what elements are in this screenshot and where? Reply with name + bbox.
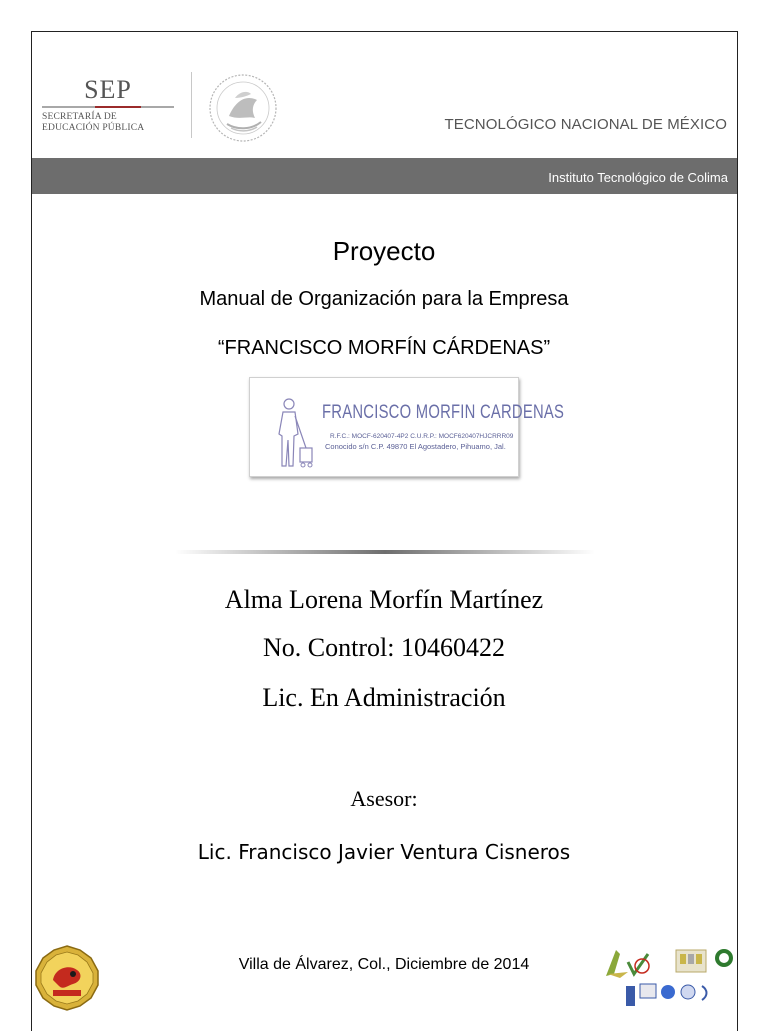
sep-logo: [42, 76, 174, 134]
card-address: Conocido s/n C.P. 49870 El Agostadero, Pihuamo, Jal.: [325, 442, 506, 451]
header-divider: [191, 72, 192, 138]
career: Lic. En Administración: [262, 683, 506, 712]
company-card-image: [249, 377, 565, 477]
itc-logo-icon: [33, 944, 101, 1012]
card-ids: R.F.C.: MOCF-620407-4P2 C.U.R.P.: MOCF620407HJCRRR09: [330, 433, 514, 440]
institute-name: Instituto Tecnológico de Colima: [548, 170, 728, 185]
sep-subtitle-line2: EDUCACIÓN PÚBLICA: [42, 123, 145, 133]
mexican-seal-icon: [205, 72, 281, 144]
place-date: Villa de Álvarez, Col., Diciembre de 2014: [238, 956, 530, 973]
project-subtitle: Manual de Organización para la Empresa: [199, 288, 569, 310]
sep-subtitle-line1: SECRETARÍA DE: [42, 112, 117, 122]
student-name: Alma Lorena Morfín Martínez: [224, 585, 544, 614]
advisor-name: Lic. Francisco Javier Ventura Cisneros: [197, 840, 571, 864]
company-name: “FRANCISCO MORFÍN CÁRDENAS”: [217, 337, 551, 359]
sep-rule: [42, 106, 174, 108]
tecnm-heading: TECNOLÓGICO NACIONAL DE MÉXICO: [444, 116, 727, 133]
control-number: No. Control: 10460422: [263, 633, 505, 662]
project-title: Proyecto: [332, 236, 436, 266]
section-divider: [175, 550, 595, 554]
advisor-label: Asesor:: [350, 786, 418, 811]
worker-figure-icon: [272, 396, 314, 472]
sep-title: SEP: [84, 75, 132, 104]
card-company-name: FRANCISCO MORFIN CARDENAS: [322, 402, 565, 423]
institute-bar: [32, 158, 737, 194]
certification-badges-icon: [602, 940, 742, 1020]
